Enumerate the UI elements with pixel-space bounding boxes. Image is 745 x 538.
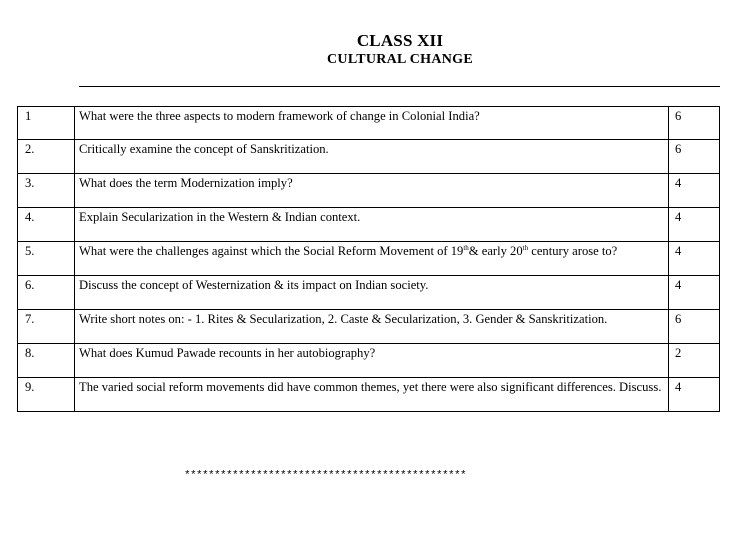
question-text-part: & early 20 xyxy=(468,244,523,258)
question-marks: 6 xyxy=(669,107,720,140)
question-marks: 4 xyxy=(669,242,720,276)
question-text: The varied social reform movements did have common themes, yet there were also significant differences. Discuss. xyxy=(75,378,669,412)
question-text: Write short notes on: - 1. Rites & Secularization, 2. Caste & Secularization, 3. Gender & Sanskritization. xyxy=(75,310,669,344)
question-text: Critically examine the concept of Sanskritization. xyxy=(75,140,669,174)
question-number: 5. xyxy=(18,242,75,276)
question-text: What does Kumud Pawade recounts in her autobiography? xyxy=(75,344,669,378)
question-marks: 2 xyxy=(669,344,720,378)
question-row xyxy=(18,140,720,174)
question-row xyxy=(18,208,720,242)
question-marks: 6 xyxy=(669,310,720,344)
question-table xyxy=(17,106,720,412)
superscript-th: th xyxy=(522,244,529,252)
question-row xyxy=(18,242,720,276)
question-text: Explain Secularization in the Western & Indian context. xyxy=(75,208,669,242)
question-marks: 4 xyxy=(669,208,720,242)
header-divider xyxy=(79,86,720,87)
question-text: What does the term Modernization imply? xyxy=(75,174,669,208)
question-number: 8. xyxy=(18,344,75,378)
question-number: 2. xyxy=(18,140,75,174)
question-number: 7. xyxy=(18,310,75,344)
question-text: Discuss the concept of Westernization & its impact on Indian society. xyxy=(75,276,669,310)
question-text-part: What were the challenges against which the Social Reform Movement of 19 xyxy=(79,244,464,258)
question-text xyxy=(75,242,669,276)
superscript-th: th xyxy=(463,244,469,252)
question-marks: 6 xyxy=(669,140,720,174)
question-marks: 4 xyxy=(669,174,720,208)
question-marks: 4 xyxy=(669,378,720,412)
question-number: 1 xyxy=(18,107,75,140)
question-number: 6. xyxy=(18,276,75,310)
question-row xyxy=(18,378,720,412)
question-number: 4. xyxy=(18,208,75,242)
question-row xyxy=(18,107,720,140)
chapter-title: CULTURAL CHANGE xyxy=(327,52,473,67)
question-text-part: century arose to? xyxy=(528,244,618,258)
question-row xyxy=(18,344,720,378)
question-row xyxy=(18,276,720,310)
question-row xyxy=(18,174,720,208)
question-text: What were the three aspects to modern framework of change in Colonial India? xyxy=(75,107,669,140)
footer-stars-divider: *********************************************** xyxy=(184,470,467,482)
question-number: 3. xyxy=(18,174,75,208)
question-marks: 4 xyxy=(669,276,720,310)
question-row xyxy=(18,310,720,344)
class-title: CLASS XII xyxy=(356,31,444,50)
question-number: 9. xyxy=(18,378,75,412)
